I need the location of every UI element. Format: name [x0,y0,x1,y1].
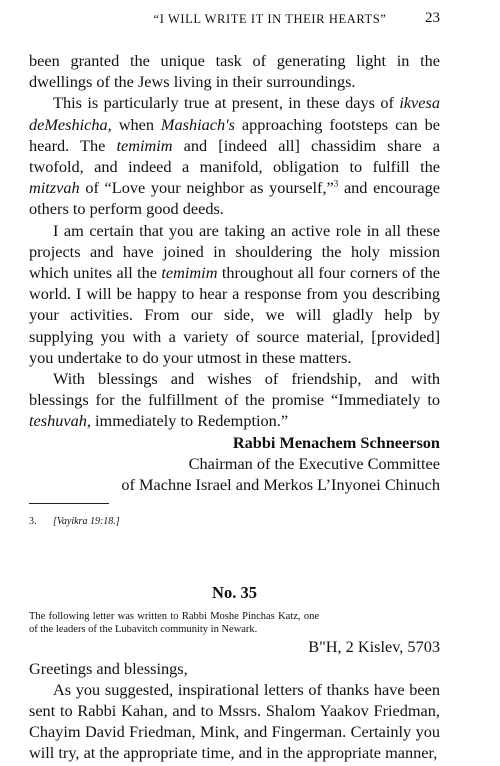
footnote-ref: 3 [333,178,339,189]
italic-term: teshuvah, [29,411,91,431]
italic-term: temimim [161,263,218,283]
paragraph: been granted the unique task of generating light in the dwellings of the Jews living in their surroundings. [29,51,440,92]
footnote-divider [29,503,109,504]
italic-term: mitzvah [29,178,80,198]
footnote [29,516,440,528]
italic-term: ikvesa deMeshicha, [29,93,440,134]
page-number: 23 [425,10,440,26]
page-body [29,50,440,764]
signature-title: Chairman of the Executive Committee [188,453,440,473]
letter-heading: No. 35 [212,583,257,603]
signature-title: of Machne Israel and Merkos L’Inyonei Chinuch [121,475,440,495]
italic-term: temimim [116,135,173,155]
running-head: “I WILL WRITE IT IN THEIR HEARTS” [153,12,387,26]
dateline: B"H, 2 Kislev, 5703 [308,637,440,657]
paragraph: This is particularly true at present, in these days of ikvesa deMeshicha, when Mashiach's approaching footsteps can be heard. The temimim and [indeed all] chassidim share a twofold, and indeed a manifold, obligation to fulfill the mitzvah of “Love your neighbor as yourself,”$^3$ and encourage others to perform good deeds. [29,93,441,219]
signature-name: Rabbi Menachem Schneerson [232,432,440,452]
paragraph: I am certain that you are taking an active role in all these projects and have joined in shouldering the holy mission which unites all the temimim throughout all four corners of the world. I will be happy to hear a response from you describing your activities. From our side, we will gladly help by supplying you with a variety of source material, [provided] you undertake to do your utmost in these matters. [29,220,441,367]
italic-term: Mashiach's [160,114,235,134]
footnote-text: [Vayikra 19:18.] [53,516,120,528]
letter-intro: The following letter was written to Rabbi Moshe Pinchas Katz, one of the leaders of the Lubavitch community in Newark. [29,611,319,635]
paragraph: As you suggested, inspirational letters of thanks have been sent to Rabbi Kahan, and to Mssrs. Shalom Yaakov Friedman, Chayim David Friedman, Mink, and Fingerman. Certainly you will try, at the appropriate time, and in the appropriate manner, [29,679,440,763]
footnote-number: 3. [29,516,37,528]
paragraph: With blessings and wishes of friendship, and with blessings for the fulfillment of the promise “Immediately to teshuvah, immediately to Redemption.” [29,369,440,431]
greeting: Greetings and blessings, [29,658,188,678]
